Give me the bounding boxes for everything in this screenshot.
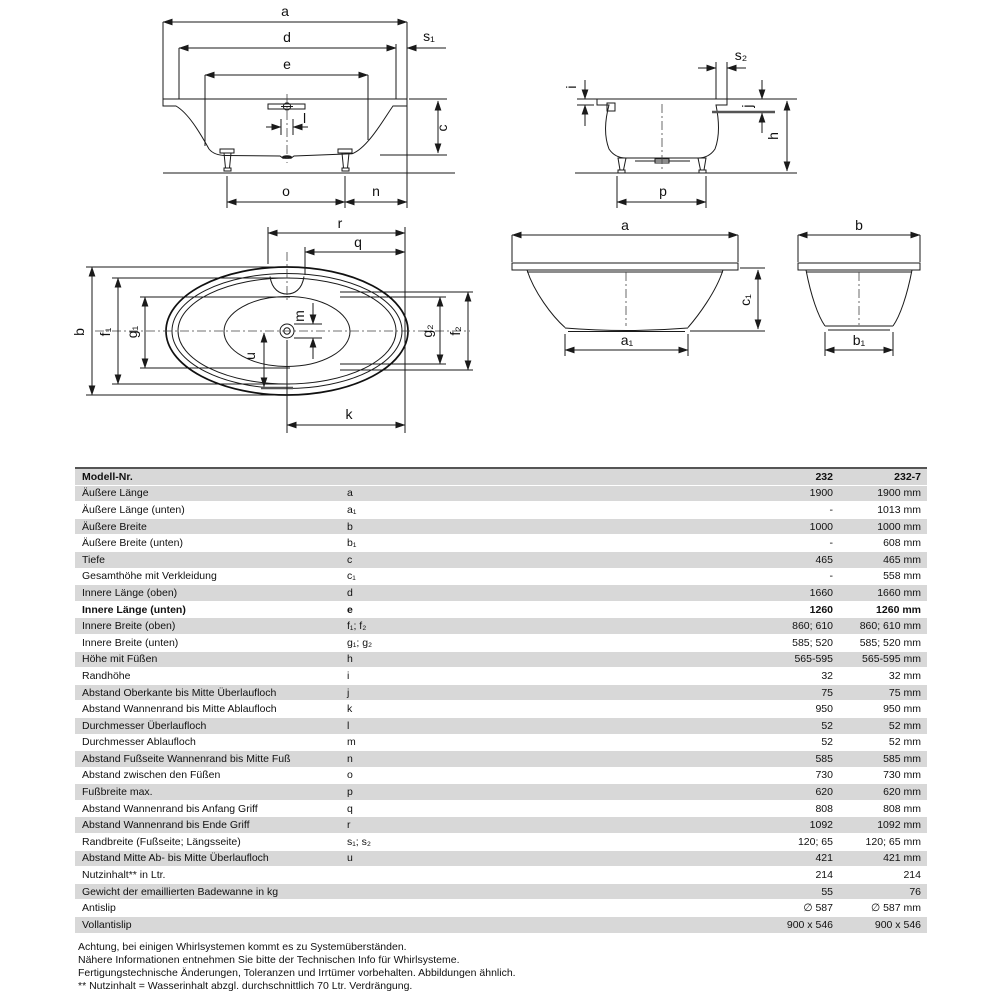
row-value-232-7: 1900 mm: [877, 487, 921, 500]
row-value-232: 75: [821, 686, 833, 699]
row-label: Fußbreite max.: [82, 786, 153, 799]
row-value-232-7: 860; 610 mm: [859, 620, 921, 633]
row-label: Randbreite (Fußseite; Längsseite): [82, 835, 241, 848]
footnote-line: Achtung, bei einigen Whirlsystemen kommt es zu Systemüberständen.: [78, 941, 407, 953]
table-row: [75, 618, 927, 635]
dim-label-o: o: [282, 183, 290, 199]
dim-label-n: n: [372, 183, 380, 199]
row-symbol: l: [347, 719, 350, 732]
row-value-232: ∅ 587: [803, 902, 833, 915]
row-symbol: a: [347, 487, 353, 500]
row-symbol: e: [347, 603, 353, 616]
table-row: [75, 834, 927, 851]
row-value-232: -: [829, 503, 833, 516]
row-label: Durchmesser Überlaufloch: [82, 719, 207, 732]
table-row: [75, 735, 927, 752]
row-value-232-7: 421 mm: [883, 852, 921, 865]
row-value-232-7: 120; 65 mm: [865, 835, 921, 848]
row-value-232: 950: [815, 703, 833, 716]
row-label: Innere Länge (unten): [82, 603, 186, 616]
table-row: [75, 635, 927, 652]
row-symbol: n: [347, 752, 353, 765]
row-value-232: 565-595: [794, 653, 833, 666]
row-label: Innere Länge (oben): [82, 586, 178, 599]
plan-view-diagram: [71, 215, 473, 433]
row-label: Äußere Breite: [82, 520, 147, 533]
row-value-232: 1900: [809, 487, 833, 500]
table-row: [75, 801, 927, 818]
row-value-232: 1660: [809, 586, 833, 599]
row-label: Abstand Mitte Ab- bis Mitte Überlaufloch: [82, 852, 269, 865]
row-value-232-7: 52 mm: [888, 736, 921, 749]
dim-label-b1: b₁: [852, 332, 866, 348]
dim-label-p: p: [659, 183, 667, 199]
row-label: Innere Breite (unten): [82, 636, 179, 649]
row-value-232: -: [829, 537, 833, 550]
row-label: Äußere Länge: [82, 487, 149, 500]
row-label: Höhe mit Füßen: [82, 653, 158, 666]
dim-label-d: d: [283, 29, 291, 45]
row-value-232-7: 465 mm: [883, 553, 921, 566]
row-symbol: i: [347, 669, 350, 682]
row-label: Antislip: [82, 902, 116, 915]
row-value-232-7: 900 x 546: [874, 918, 921, 931]
dim-label-k: k: [345, 406, 353, 422]
row-value-232: 730: [815, 769, 833, 782]
row-symbol: q: [347, 802, 353, 815]
table-row: [75, 685, 927, 702]
row-value-232-7: 1000 mm: [877, 520, 921, 533]
row-value-232: 52: [821, 719, 833, 732]
row-label: Randhöhe: [82, 669, 131, 682]
spec-table-header-row: [75, 469, 927, 486]
row-value-232: 32: [821, 669, 833, 682]
row-value-232: -: [829, 570, 833, 583]
dim-label-q: q: [354, 234, 362, 250]
row-label: Nutzinhalt** in Ltr.: [82, 869, 166, 882]
table-row: [75, 867, 927, 884]
row-value-232: 1092: [809, 819, 833, 832]
row-value-232-7: 52 mm: [888, 719, 921, 732]
footnotes: [78, 941, 516, 993]
row-value-232-7: 214: [903, 869, 921, 882]
row-value-232-7: 608 mm: [883, 537, 921, 550]
dim-label-s1: s₁: [423, 28, 435, 44]
table-row: [75, 486, 927, 503]
table-row: [75, 884, 927, 901]
row-value-232-7: 585 mm: [883, 752, 921, 765]
dim-label-m: m: [291, 310, 307, 322]
spec-table: [75, 467, 927, 934]
dim-label-a: a: [281, 3, 289, 19]
dim-label-r: r: [337, 215, 343, 231]
row-value-232: 52: [821, 736, 833, 749]
footnote-line: ** Nutzinhalt = Wasserinhalt abzgl. durchschnittlich 70 Ltr. Verdrängung.: [78, 979, 413, 992]
dim-label-c1: c₁: [737, 294, 753, 306]
row-value-232-7: 1013 mm: [877, 503, 921, 516]
row-label: Tiefe: [82, 553, 105, 566]
row-value-232-7: ∅ 587 mm: [871, 902, 921, 915]
table-row: [75, 768, 927, 785]
table-row: [75, 718, 927, 735]
row-symbol: d: [347, 586, 353, 599]
side-elevation-diagram: [163, 3, 455, 208]
row-value-232: 585: [815, 752, 833, 765]
row-symbol: p: [347, 786, 353, 799]
table-row: [75, 585, 927, 602]
row-value-232: 214: [815, 869, 833, 882]
dim-label-l: l: [303, 110, 307, 126]
dim-label-s2: s₂: [734, 47, 748, 63]
table-row: [75, 900, 927, 917]
row-label: Abstand Wannenrand bis Mitte Ablaufloch: [82, 703, 277, 716]
row-value-232: 620: [815, 786, 833, 799]
footnote-line: Fertigungstechnische Änderungen, Toleranzen und Irrtümer vorbehalten. Abbildungen ähnlich.: [78, 966, 516, 979]
technical-drawings: [0, 0, 1000, 462]
dim-label-f1: f₁: [97, 327, 113, 337]
dim-label-b: b: [71, 328, 87, 336]
row-label: Abstand Wannenrand bis Ende Griff: [82, 819, 250, 832]
row-symbol: o: [347, 769, 353, 782]
row-value-232: 55: [821, 885, 833, 898]
table-row: [75, 519, 927, 536]
row-label: Abstand Wannenrand bis Anfang Griff: [82, 802, 258, 815]
row-symbol: b: [347, 520, 353, 533]
row-value-232-7: 585; 520 mm: [859, 636, 921, 649]
end-section-diagram: [563, 47, 797, 208]
row-value-232: 585; 520: [792, 636, 833, 649]
dim-label-e: e: [283, 56, 291, 72]
table-row: [75, 602, 927, 619]
row-symbol: m: [347, 736, 356, 749]
dim-label-a1: a₁: [620, 332, 634, 348]
table-row: [75, 535, 927, 552]
row-label: Abstand zwischen den Füßen: [82, 769, 221, 782]
row-symbol: s₁; s₂: [347, 835, 371, 848]
row-symbol: j: [347, 686, 350, 699]
row-symbol: k: [347, 703, 353, 716]
row-label: Innere Breite (oben): [82, 620, 176, 633]
table-row: [75, 817, 927, 834]
row-symbol: f₁; f₂: [347, 620, 367, 633]
row-value-232-7: 32 mm: [888, 669, 921, 682]
dim-label-g1: g₁: [124, 325, 140, 339]
row-value-232-7: 1660 mm: [877, 586, 921, 599]
row-value-232: 120; 65: [797, 835, 833, 848]
row-value-232: 860; 610: [792, 620, 833, 633]
table-row: [75, 668, 927, 685]
row-symbol: r: [347, 819, 351, 832]
row-value-232-7: 558 mm: [883, 570, 921, 583]
row-value-232-7: 1092 mm: [877, 819, 921, 832]
row-symbol: c₁: [347, 570, 356, 583]
table-row: [75, 569, 927, 586]
dim-label-c: c: [434, 124, 450, 132]
row-label: Vollantislip: [82, 918, 132, 931]
table-row: [75, 784, 927, 801]
row-label: Gesamthöhe mit Verkleidung: [82, 570, 217, 583]
row-symbol: g₁; g₂: [347, 636, 373, 649]
table-row: [75, 851, 927, 868]
row-symbol: a₁: [347, 503, 357, 516]
row-value-232: 808: [815, 802, 833, 815]
table-row: [75, 751, 927, 768]
row-value-232: 1000: [809, 520, 833, 533]
row-value-232-7: 75 mm: [888, 686, 921, 699]
header-model-label: Modell-Nr.: [82, 470, 133, 483]
row-symbol: u: [347, 852, 353, 865]
row-label: Äußere Breite (unten): [82, 537, 183, 550]
spec-table-body: [75, 486, 927, 934]
row-value-232-7: 730 mm: [883, 769, 921, 782]
row-value-232-7: 950 mm: [883, 703, 921, 716]
table-row: [75, 917, 927, 934]
panel-side-diagram: [512, 217, 765, 356]
dim-label-f2: f₂: [447, 326, 463, 336]
row-symbol: h: [347, 653, 353, 666]
dim-label-j: j: [739, 104, 755, 108]
row-value-232: 421: [815, 852, 833, 865]
dim-label-g2: g₂: [419, 324, 435, 338]
header-col-232-7: 232-7: [894, 470, 921, 483]
dim-label-panel-a: a: [621, 217, 629, 233]
dim-label-i: i: [563, 85, 579, 89]
row-value-232-7: 620 mm: [883, 786, 921, 799]
panel-end-diagram: [798, 217, 920, 356]
dim-label-u: u: [242, 352, 258, 360]
row-value-232: 465: [815, 553, 833, 566]
row-label: Gewicht der emaillierten Badewanne in kg: [82, 885, 279, 898]
table-row: [75, 552, 927, 569]
row-label: Äußere Länge (unten): [82, 503, 185, 516]
table-row: [75, 652, 927, 669]
table-row: [75, 502, 927, 519]
row-value-232-7: 565-595 mm: [862, 653, 921, 666]
row-label: Abstand Oberkante bis Mitte Überlaufloch: [82, 686, 277, 699]
row-symbol: c: [347, 553, 353, 566]
row-value-232-7: 76: [909, 885, 921, 898]
footnote-line: Nähere Informationen entnehmen Sie bitte der Technischen Info für Whirlsysteme.: [78, 953, 460, 966]
row-symbol: b₁: [347, 537, 357, 550]
row-label: Durchmesser Ablaufloch: [82, 736, 196, 749]
row-value-232: 900 x 546: [786, 918, 833, 931]
table-row: [75, 701, 927, 718]
row-value-232: 1260: [809, 603, 833, 616]
header-col-232: 232: [815, 470, 833, 483]
dim-label-panel-b: b: [855, 217, 863, 233]
dim-label-h: h: [765, 132, 781, 140]
row-value-232-7: 808 mm: [883, 802, 921, 815]
row-label: Abstand Fußseite Wannenrand bis Mitte Fuß: [82, 752, 291, 765]
row-value-232-7: 1260 mm: [876, 603, 921, 616]
